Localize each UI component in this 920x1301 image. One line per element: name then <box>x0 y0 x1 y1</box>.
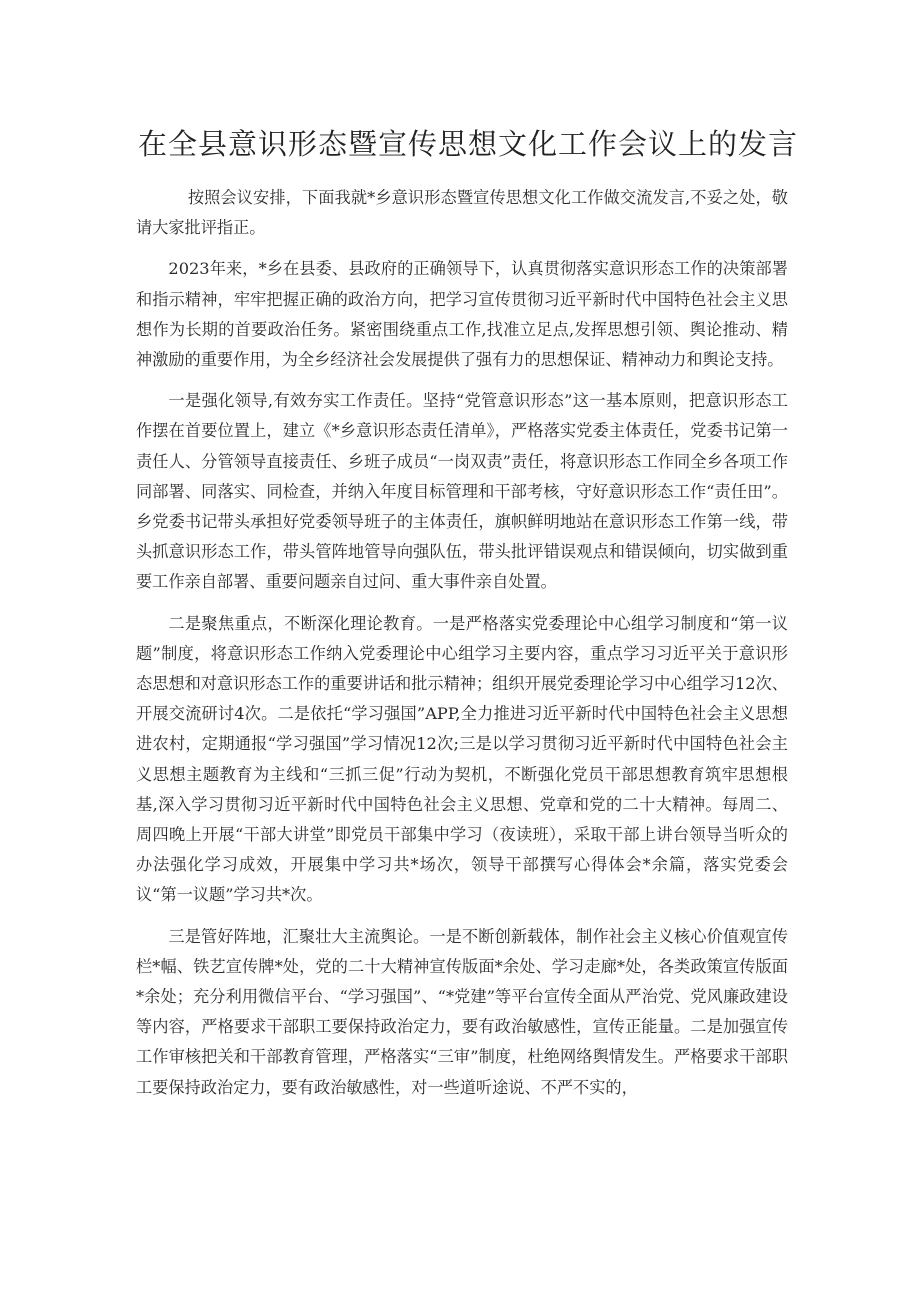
paragraph-point-one: 一是强化领导,有效夯实工作责任。坚持“党管意识形态”这一基本原则，把意识形态工作摆在首要位置上，建立《*乡意识形态责任清单》，严格落实党委主体责任，党委书记第一责任人、分管领导直接责任、乡班子成员“一岗双责”责任，将意识形态工作同全乡各项工作同部署、同落实、同检查，并纳入年度目标管理和干部考核，守好意识形态工作“责任田”。乡党委书记带头承担好党委领导班子的主体责任，旗帜鲜明地站在意识形态工作第一线，带头抓意识形态工作，带头管阵地管导向强队伍，带头批评错误观点和错误倾向，切实做到重要工作亲自部署、重要问题亲自过问、重大事件亲自处置。 <box>136 391 788 592</box>
paragraph-point-two: 二是聚焦重点，不断深化理论教育。一是严格落实党委理论中心组学习制度和“第一议题”制度，将意识形态工作纳入党委理论中心组学习主要内容，重点学习习近平关于意识形态思想和对意识形态工作的重要讲话和批示精神；组织开展党委理论学习中心组学习12次、开展交流研讨4次。二是依托“学习强国”APP,全力推进习近平新时代中国特色社会主义思想进农村，定期通报“学习强国”学习情况12次;三是以学习贯彻习近平新时代中国特色社会主义思想主题教育为主线和“三抓三促”行动为契机，不断强化党员干部思想教育筑牢思想根基,深入学习贯彻习近平新时代中国特色社会主义思想、党章和党的二十大精神。每周二、周四晚上开展“干部大讲堂”即党员干部集中学习（夜读班），采取干部上讲台领导当听众的办法强化学习成效，开展集中学习共*场次，领导干部撰写心得体会*余篇，落实党委会议“第一议题”学习共*次。 <box>136 613 788 905</box>
paragraph-point-three: 三是管好阵地，汇聚壮大主流舆论。一是不断创新载体，制作社会主义核心价值观宣传栏*幅、铁艺宣传牌*处，党的二十大精神宣传版面*余处、学习走廊*处，各类政策宣传版面*余处；充分利用微信平台、“学习强国”、“*党建”等平台宣传全面从严治党、党风廉政建设等内容，严格要求干部职工要保持政治定力，要有政治敏感性，宣传正能量。二是加强宣传工作审核把关和干部教育管理，严格落实“三审”制度，杜绝网络舆情发生。严格要求干部职工要保持政治定力，要有政治敏感性，对一些道听途说、不严不实的， <box>136 926 788 1097</box>
document-body <box>136 183 788 1114</box>
paragraph-opening: 按照会议安排，下面我就*乡意识形态暨宣传思想文化工作做交流发言,不妥之处，敬请大家批评指正。 <box>136 188 788 238</box>
document-title: 在全县意识形态暨宣传思想文化工作会议上的发言 <box>138 127 799 161</box>
paragraph-overview: 2023年来，*乡在县委、县政府的正确领导下，认真贯彻落实意识形态工作的决策部署和指示精神，牢牢把握正确的政治方向，把学习宣传贯彻习近平新时代中国特色社会主义思想作为长期的首要政治任务。紧密围绕重点工作,找准立足点,发挥思想引领、舆论推动、精神激励的重要作用，为全乡经济社会发展提供了强有力的思想保证、精神动力和舆论支持。 <box>136 259 788 370</box>
